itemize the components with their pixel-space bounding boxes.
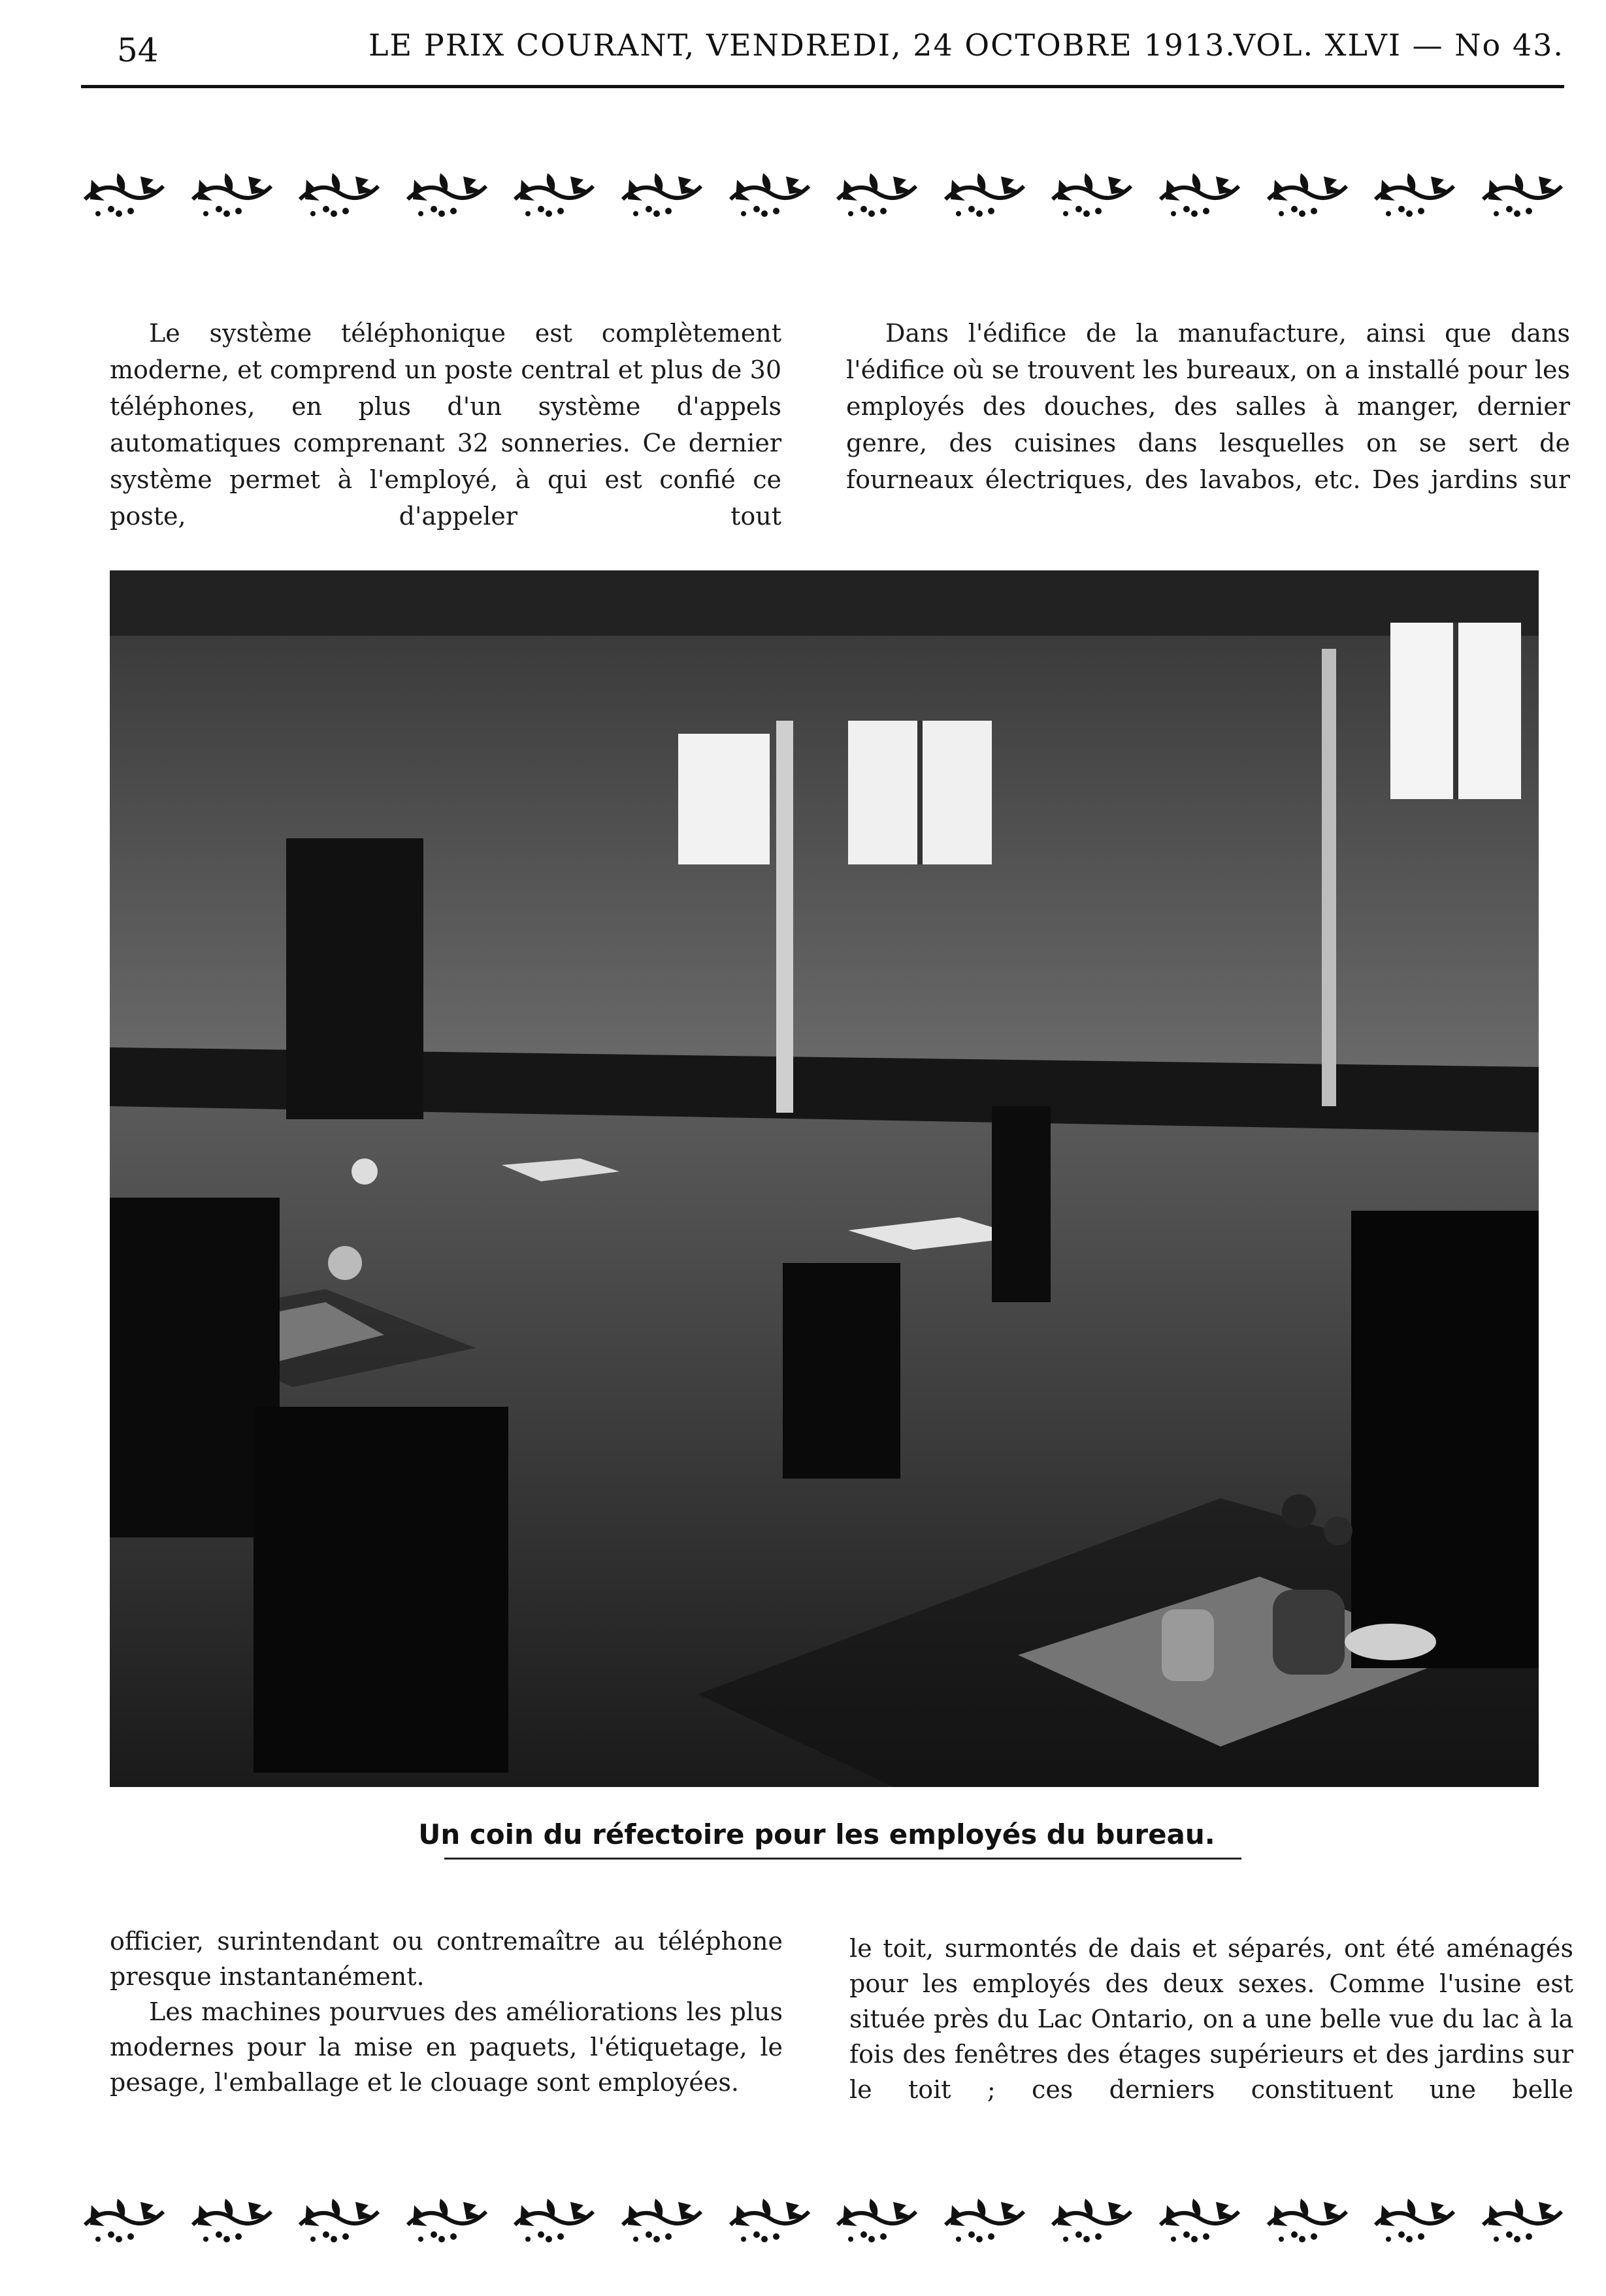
flower xyxy=(328,1246,362,1280)
holly-sprig-icon xyxy=(186,2186,278,2251)
ornament-row-bottom xyxy=(78,2182,1568,2254)
paragraph: le toit, surmontés de dais et séparés, ont été aménagés pour les employés des deux sexes. Comme l'usine est située près du Lac Ontario, on a une belle vue du lac à la fois des fenêtres des étages supérieurs et des jardins sur le toit ; ces derniers constituent une belle xyxy=(849,1934,1573,2104)
flower xyxy=(352,1158,378,1185)
jug xyxy=(1162,1609,1214,1681)
chair xyxy=(254,1407,508,1773)
vase xyxy=(1273,1590,1345,1675)
paragraph: Le système téléphonique est complètement moderne, et comprend un poste central et plus de 30 téléphones, en plus d'un système d'appels automatiques comprenant 32 sonneries. Ce dernier système permet à l'employé, à qui est confié ce poste, d'appeler tout xyxy=(110,319,781,531)
holly-sprig-icon xyxy=(1154,2186,1245,2251)
holly-sprig-icon xyxy=(186,160,278,225)
holly-sprig-icon xyxy=(1262,2186,1353,2251)
holly-sprig-icon xyxy=(508,160,600,225)
holly-sprig-icon xyxy=(724,2186,815,2251)
holly-sprig-icon xyxy=(1154,160,1245,225)
holly-sprig-icon xyxy=(616,160,708,225)
header-rule xyxy=(81,85,1564,88)
holly-sprig-icon xyxy=(616,2186,708,2251)
ornament-row-top xyxy=(78,157,1568,229)
caption-text: Un coin du réfectoire pour les employés du bureau. xyxy=(418,1818,1215,1850)
bottom-right-column xyxy=(849,1931,1573,2107)
refectory-photo xyxy=(110,570,1539,1787)
holly-sprig-icon xyxy=(724,160,815,225)
top-left-column xyxy=(110,315,781,534)
doorway xyxy=(286,838,423,1119)
holly-sprig-icon xyxy=(508,2186,600,2251)
holly-sprig-icon xyxy=(939,2186,1030,2251)
window xyxy=(678,734,770,864)
chair xyxy=(783,1263,900,1479)
holly-sprig-icon xyxy=(401,160,493,225)
holly-sprig-icon xyxy=(293,160,385,225)
caption-underline xyxy=(444,1858,1241,1860)
holly-sprig-icon xyxy=(831,2186,923,2251)
page-number: 54 xyxy=(117,31,159,69)
refectory-photo-illustration xyxy=(110,570,1539,1787)
holly-sprig-icon xyxy=(78,2186,170,2251)
bowl xyxy=(1345,1624,1436,1660)
top-right-column xyxy=(846,315,1570,498)
paragraph: Les machines pourvues des améliorations les plus modernes pour la mise en paquets, l'étiquetage, le pesage, l'emballage et le clouage sont employées. xyxy=(110,1997,783,2097)
paragraph: officier, surintendant ou contremaître au téléphone presque instantanément. xyxy=(110,1927,783,1991)
volume-number: VOL. XLVI — No 43. xyxy=(1233,27,1564,63)
holly-sprig-icon xyxy=(1262,160,1353,225)
holly-sprig-icon xyxy=(293,2186,385,2251)
holly-sprig-icon xyxy=(1046,160,1138,225)
paragraph: Dans l'édifice de la manufacture, ainsi que dans l'édifice où se trouvent les bureaux, on a installé pour les employés des douches, des salles à manger, dernier genre, des cuisines dans lesquelles on se sert de fourneaux électriques, des lavabos, etc. Des jardins sur xyxy=(846,319,1570,494)
pipe xyxy=(1322,649,1336,1106)
holly-sprig-icon xyxy=(401,2186,493,2251)
flower xyxy=(1282,1494,1316,1528)
flower xyxy=(1324,1517,1352,1545)
newspaper-title: LE PRIX COURANT, VENDREDI, 24 OCTOBRE 1913. xyxy=(369,27,1237,63)
photo-caption xyxy=(392,1818,1241,1864)
holly-sprig-icon xyxy=(1477,160,1568,225)
page-header xyxy=(81,20,1564,91)
chair xyxy=(1351,1211,1539,1668)
holly-sprig-icon xyxy=(1369,160,1460,225)
holly-sprig-icon xyxy=(1046,2186,1138,2251)
holly-sprig-icon xyxy=(831,160,923,225)
holly-sprig-icon xyxy=(939,160,1030,225)
holly-sprig-icon xyxy=(1369,2186,1460,2251)
holly-sprig-icon xyxy=(1477,2186,1568,2251)
pipe xyxy=(776,721,793,1113)
holly-sprig-icon xyxy=(78,160,170,225)
chair xyxy=(992,1106,1051,1302)
bottom-left-column xyxy=(110,1924,783,2100)
